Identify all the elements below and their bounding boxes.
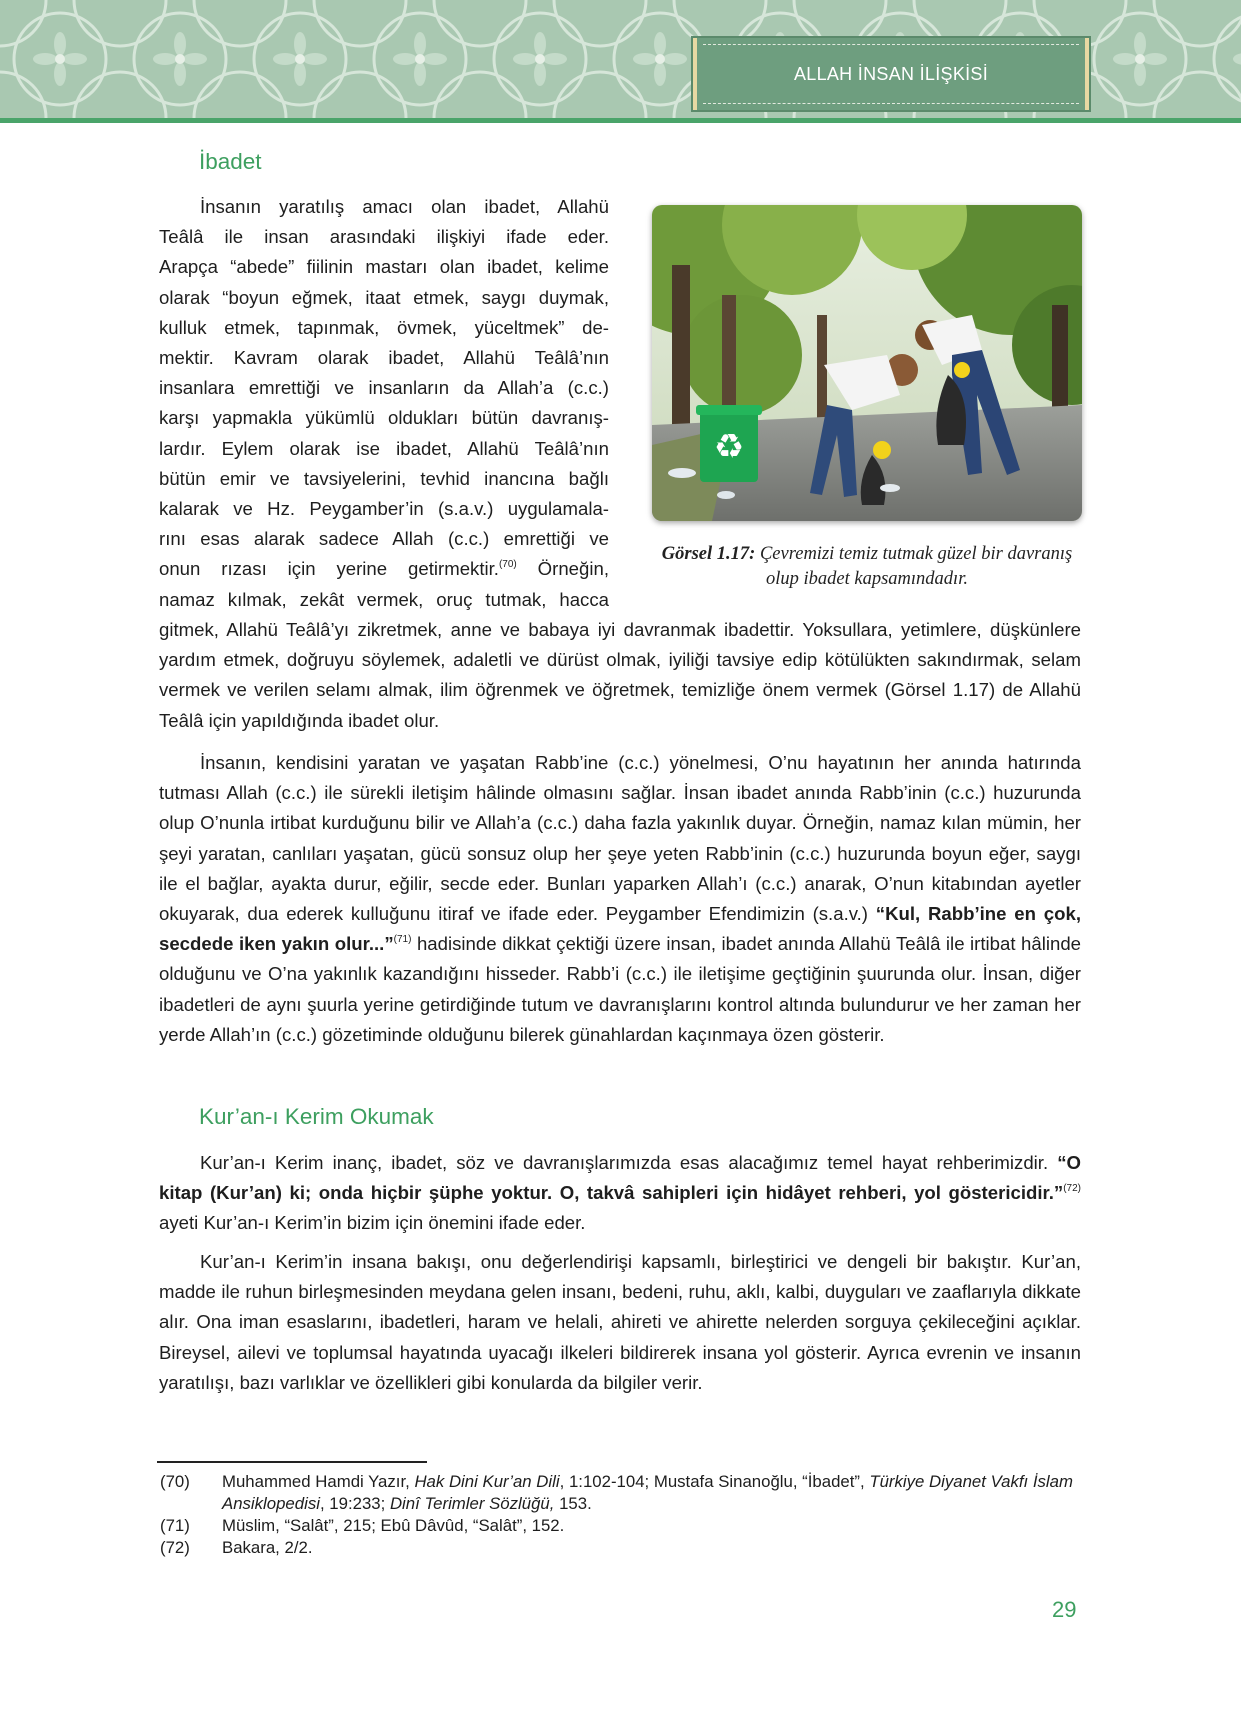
text-line: mektir. Kavram olarak ibadet, Allahü Teâlâ’nın — [159, 347, 609, 369]
text-span: Hak Dini Kur’an Dili — [414, 1472, 560, 1491]
paragraph-ibadet-intro — [159, 192, 609, 615]
text-span: hadisinde dikkat çektiği üzere insan, ibadet anında Allahü Teâlâ ile irtibat hâlinde olduğunu ve O’na yakınlık kazandığını hisseder. Rabb’i (c.c.) ile iletişime geçtiğinin şuurunda olur. İnsan, diğer ibadetleri de aynı şuurla yerine getirdiğinde tutum ve davranışlarını kontrol altında bulundurur ve her zaman her yerde Allah’ın (c.c.) gözetiminde olduğunu bilerek günahlardan kaçınmaya özen gösterir. — [159, 933, 1082, 1045]
svg-text:♻: ♻ — [713, 427, 745, 467]
text-line: karşı yapmakla yükümlü oldukları bütün davranış- — [159, 407, 609, 429]
text-line: lardır. Eylem olarak ise ibadet, Allahü Teâlâ’nın — [159, 437, 609, 459]
photo-children-collecting-litter — [652, 205, 1082, 521]
text-span: , 19:233; — [319, 1494, 390, 1513]
text-span: Örneğin, — [516, 558, 609, 580]
footnote-text — [222, 1471, 1085, 1515]
footnote-divider — [157, 1461, 427, 1463]
footnote-70 — [160, 1471, 1085, 1515]
chapter-title: ALLAH İNSAN İLİŞKİSİ — [793, 63, 989, 84]
text-line: kulluk etmek, tapınmak, övmek, yüceltmek” de- — [159, 316, 609, 338]
footnote-ref-71: (71) — [393, 934, 412, 946]
verse-quote: “O kitap (Kur’an) ki; onda hiçbir şüphe yoktur. O, takvâ sahipleri için hidâyet rehberi, yol göstericidir.” — [159, 1152, 1081, 1204]
text-span: onun rızası için yerine getirmektir. — [159, 558, 499, 580]
text-span: Muhammed Hamdi Yazır, — [222, 1472, 415, 1491]
footnote-text: Bakara, 2/2. — [222, 1538, 313, 1557]
footnote-number: (72) — [160, 1538, 190, 1557]
text-span: 153. — [554, 1494, 592, 1513]
footnote-ref-70: (70) — [498, 559, 517, 571]
footnote-number: (71) — [160, 1516, 190, 1535]
paragraph-kuran-1 — [159, 1148, 1081, 1239]
paragraph-kuran-2: Kur’an-ı Kerim’in insana bakışı, onu değerlendirişi kapsamlı, birleştirici ve dengeli bir bakıştır. Kur’an, madde ile ruhun birleşmesinden meydana gelen insanı, bedeni, ruhu, aklı, kalbi, duyguları ve zaaflarıyla dikkate alır. Ona iman esaslarını, ibadetleri, haram ve helali, ahireti ve ahirette nelerden sorguya çekileceğini açıklar. Bireysel, ailevi ve toplumsal hayatında uyacağı ilkeleri bildirerek insana yol gösterir. Ayrıca evrenin ve insanın yaratılışı, bazı varlıklar ve özellikleri gibi konularda da bilgiler verir. — [159, 1251, 1081, 1393]
text-span: İnsanın, kendisini yaratan ve yaşatan Rabb’ine (c.c.) yönelmesi, O’nu hayatının her anında hatırında tutması Allah (c.c.) ile sürekli iletişim hâlinde olmasını sağlar. İnsan ibadet anında Rabb’inin (c.c.) huzurunda olup O’nunla irtibat kurduğunu bilir ve Allah’a (c.c.) daha fazla yakınlık duyar. Örneğin, namaz kılan mümin, her şeyi yaratan, canlıları yaşatan, gücü sonsuz olup her şeye yeten Rabb’inin (c.c.) huzurunda boyun eğer, saygı ile el bağlar, ayakta durur, eğilir, secde eder. Bunları yaparken Allah’ı (c.c.) anarak, O’nun kitabından ayetler okuyarak, dua ederek kulluğunu itiraf ve ifade eder. Peygamber Efendimizin (s.a.v.) — [159, 752, 1081, 925]
text-span: , 1:102-104; Mustafa Sinanoğlu, “İbadet”, — [559, 1472, 870, 1491]
text-line: Arapça “abede” fiilinin mastarı olan ibadet, kelime — [159, 256, 609, 278]
footnote-text: Müslim, “Salât”, 215; Ebû Dâvûd, “Salât”, 152. — [222, 1516, 565, 1535]
text-line: Teâlâ ile insan arasındaki ilişkiyi ifade eder. — [159, 226, 609, 248]
chapter-title-box — [693, 38, 1089, 110]
header-band — [0, 0, 1241, 118]
text-span: ayeti Kur’an-ı Kerim’in bizim için önemini ifade eder. — [159, 1212, 586, 1234]
text-line: kalarak ve Hz. Peygamber’in (s.a.v.) uygulamala- — [159, 498, 609, 520]
figure-caption-text: Çevremizi temiz tutmak güzel bir davranış olup ibadet kapsamındadır. — [755, 544, 1073, 589]
paragraph-ibadet-continued: gitmek, Allahü Teâlâ’yı zikretmek, anne ve babaya iyi davranmak ibadettir. Yoksullara, yetimlere, düşkünlere yardım etmek, doğruyu söylemek, adaletli ve dürüst olmak, iyiliği tavsiye edip kötülükten sakındırmak, selam vermek ve verilen selamı almak, ilim öğrenmek ve öğretmek, temizliğe önem vermek (Görsel 1.17) de Allahü Teâlâ için yapıldığında ibadet olur. — [159, 619, 1081, 731]
text-line: İnsanın yaratılış amacı olan ibadet, Allahü — [200, 196, 609, 217]
hadith-quote: “Kul, Rabb’ine en çok, secdede iken yakın olur...” — [159, 903, 1081, 955]
footnote-number: (70) — [160, 1472, 190, 1491]
page-number: 29 — [1052, 1597, 1077, 1622]
text-span: Türkiye Diyanet Vakfı İslam Ansiklopedisi — [222, 1472, 1073, 1513]
footnote-71 — [160, 1515, 1085, 1537]
text-line: bütün emir ve tavsiyelerini, tevhid inancına bağlı — [159, 467, 609, 489]
section-heading-ibadet: İbadet — [199, 149, 262, 174]
text-line: olarak “boyun eğmek, itaat etmek, saygı duymak, — [159, 286, 609, 308]
figure-label: Görsel 1.17: — [661, 544, 756, 564]
paragraph-ibadet-2 — [159, 748, 1081, 1050]
text-span: Kur’an-ı Kerim inanç, ibadet, söz ve davranışlarımızda esas alacağımız temel hayat rehberimizdir. — [200, 1152, 1058, 1173]
header-divider — [0, 118, 1241, 123]
section-heading-kuran: Kur’an-ı Kerim Okumak — [199, 1104, 434, 1129]
text-span: Dinî Terimler Sözlüğü, — [389, 1494, 555, 1513]
text-line: insanlara emrettiği ve insanların da Allah’a (c.c.) — [159, 377, 609, 399]
text-line: namaz kılmak, zekât vermek, oruç tutmak, hacca — [159, 588, 609, 610]
text-line: rını esas alarak sadece Allah (c.c.) emrettiği ve — [159, 528, 609, 550]
figure-caption — [652, 542, 1082, 592]
text-line — [159, 554, 609, 584]
footnote-ref-72: (72) — [1063, 1183, 1081, 1195]
park-illustration — [652, 205, 1082, 521]
footnote-72 — [160, 1537, 1085, 1559]
